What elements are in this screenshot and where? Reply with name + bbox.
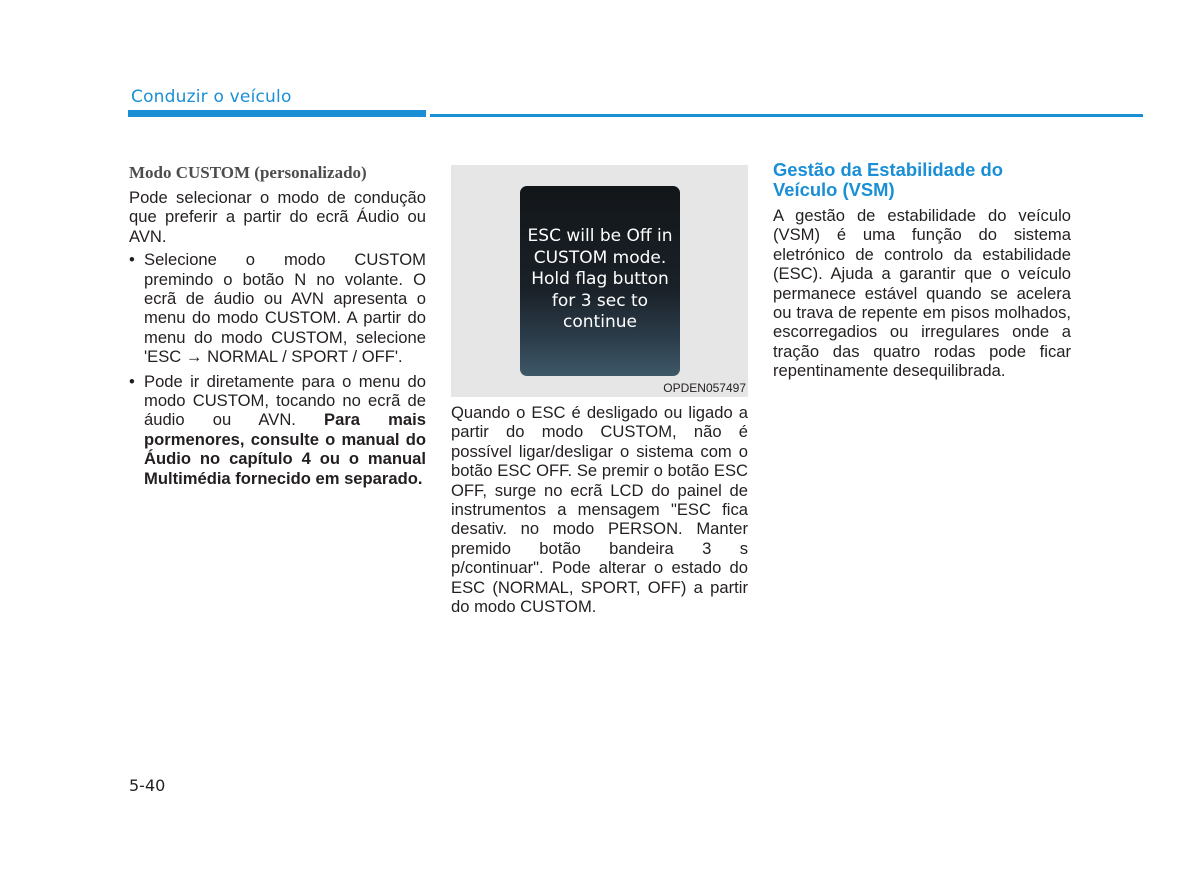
custom-mode-heading: Modo CUSTOM (personalizado) — [129, 163, 367, 182]
column-middle — [451, 403, 748, 616]
custom-mode-intro: Pode selecionar o modo de condução que preferir a partir do ecrã Áudio ou AVN. — [129, 188, 426, 246]
vsm-heading: Gestão da Estabilidade do Veículo (VSM) — [773, 159, 1003, 200]
custom-mode-list — [129, 250, 426, 488]
list-item — [129, 372, 426, 488]
figure-code: OPDEN057497 — [663, 381, 746, 395]
esc-description: Quando o ESC é desligado ou ligado a partir do modo CUSTOM, não é possível ligar/desligar o sistema com o botão ESC OFF. Se premir o botão ESC OFF, surge no ecrã LCD do painel de instrumentos a mensagem "ESC fica desativ. no modo PERSON. Manter premido botão bandeira 3 s p/continuar". Pode alterar o estado do ESC (NORMAL, SPORT, OFF) a partir do modo CUSTOM. — [451, 403, 748, 617]
figure — [451, 165, 748, 397]
page-number: 5-40 — [129, 776, 166, 795]
list-item-bold-text: Para mais pormenores, consulte o manual do Áudio no capítulo 4 ou o manual Multimédia fornecido em separado. — [144, 410, 426, 488]
bullet-icon: • — [129, 250, 135, 270]
section-title: Conduzir o veículo — [131, 87, 292, 107]
list-item — [129, 250, 426, 366]
vsm-description: A gestão de estabilidade do veículo (VSM) é uma função do sistema eletrónico de controlo da estabilidade (ESC). Ajuda a garantir que o veículo permanece estável quando se acelera ou trava de repente em pisos molhados, escorregadios ou irregulares onde a tração das quatro rodas pode ficar repentinamente desequilibrada. — [773, 206, 1071, 381]
column-right — [773, 160, 1071, 381]
header-bar-thick — [128, 110, 426, 117]
header-bar-thin — [430, 114, 1143, 117]
column-left — [129, 163, 426, 493]
bullet-icon: • — [129, 371, 135, 391]
list-item-text: Selecione o modo CUSTOM premindo o botão N no volante. O ecrã de áudio ou AVN apresenta o menu do modo CUSTOM. A partir do menu do modo CUSTOM, selecione 'ESC → NORMAL / SPORT / OFF'. — [144, 250, 426, 367]
lcd-message-screen: ESC will be Off in CUSTOM mode. Hold flag button for 3 sec to continue — [520, 186, 680, 376]
list-item-text: Pode ir diretamente para o menu do modo CUSTOM, tocando no ecrã de áudio ou AVN. — [144, 371, 426, 430]
